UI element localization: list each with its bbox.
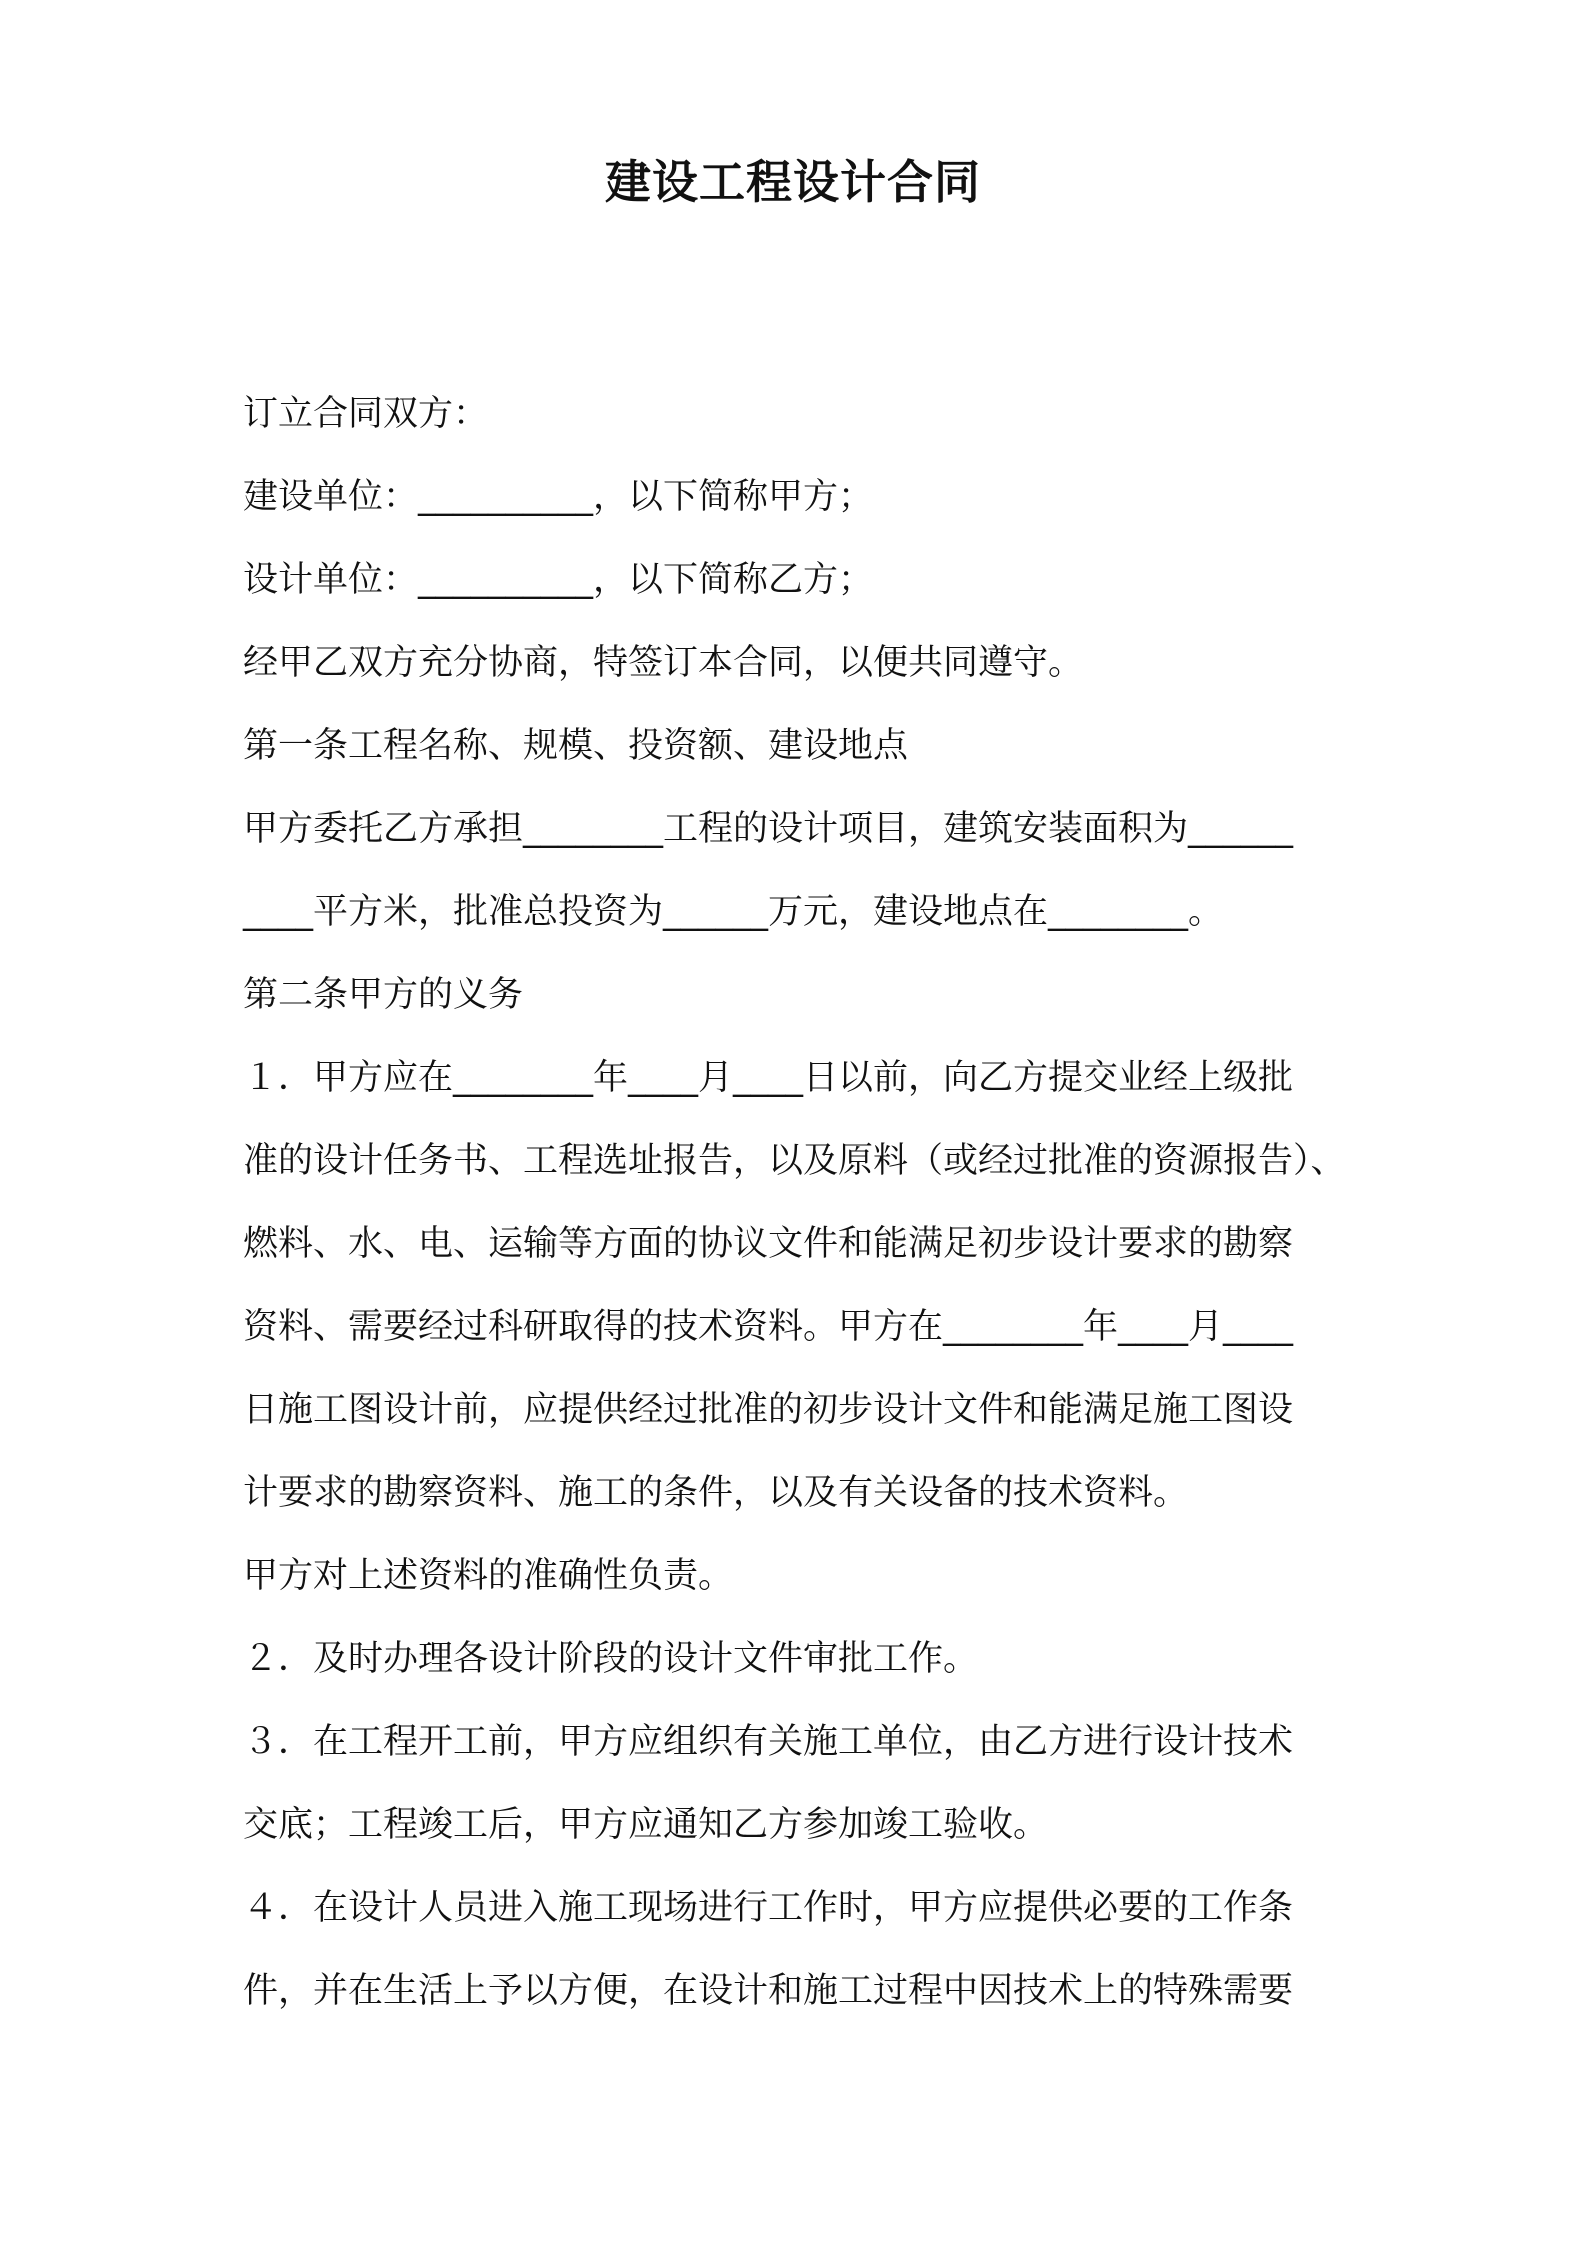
paragraph-line: 设计单位：__________，以下简称乙方； <box>243 560 874 600</box>
paragraph-line: 件，并在生活上予以方便，在设计和施工过程中因技术上的特殊需要 <box>243 1971 1294 2011</box>
paragraph-line: 资料、需要经过科研取得的技术资料。甲方在________年____月____ <box>243 1307 1294 1347</box>
paragraph-line: 计要求的勘察资料、施工的条件，以及有关设备的技术资料。 <box>243 1473 1189 1513</box>
paragraph-line: 第二条甲方的义务 <box>243 975 524 1015</box>
paragraph-line: １．甲方应在________年____月____日以前，向乙方提交业经上级批 <box>243 1058 1294 1098</box>
paragraph-line: 甲方对上述资料的准确性负责。 <box>243 1556 734 1596</box>
paragraph-line: 日施工图设计前，应提供经过批准的初步设计文件和能满足施工图设 <box>243 1390 1294 1430</box>
paragraph-line: 甲方委托乙方承担________工程的设计项目，建筑安装面积为______ <box>243 809 1294 849</box>
paragraph-line: 第一条工程名称、规模、投资额、建设地点 <box>243 726 909 766</box>
paragraph-line: 订立合同双方： <box>243 394 489 434</box>
paragraph-line: ____平方米，批准总投资为______万元，建设地点在________。 <box>243 892 1224 932</box>
paragraph-line: 燃料、水、电、运输等方面的协议文件和能满足初步设计要求的勘察 <box>243 1224 1294 1264</box>
document-title: 建设工程设计合同 <box>605 155 981 209</box>
paragraph-line: ３．在工程开工前，甲方应组织有关施工单位，由乙方进行设计技术 <box>243 1722 1294 1762</box>
paragraph-line: 建设单位：__________，以下简称甲方； <box>243 477 874 517</box>
paragraph-line: ２．及时办理各设计阶段的设计文件审批工作。 <box>243 1639 979 1679</box>
paragraph-line: 交底；工程竣工后，甲方应通知乙方参加竣工验收。 <box>243 1805 1049 1845</box>
paragraph-line: 经甲乙双方充分协商，特签订本合同，以便共同遵守。 <box>243 643 1084 683</box>
paragraph-line: 准的设计任务书、工程选址报告，以及原料（或经过批准的资源报告）、 <box>243 1141 1346 1181</box>
paragraph-line: ４．在设计人员进入施工现场进行工作时，甲方应提供必要的工作条 <box>243 1888 1294 1928</box>
